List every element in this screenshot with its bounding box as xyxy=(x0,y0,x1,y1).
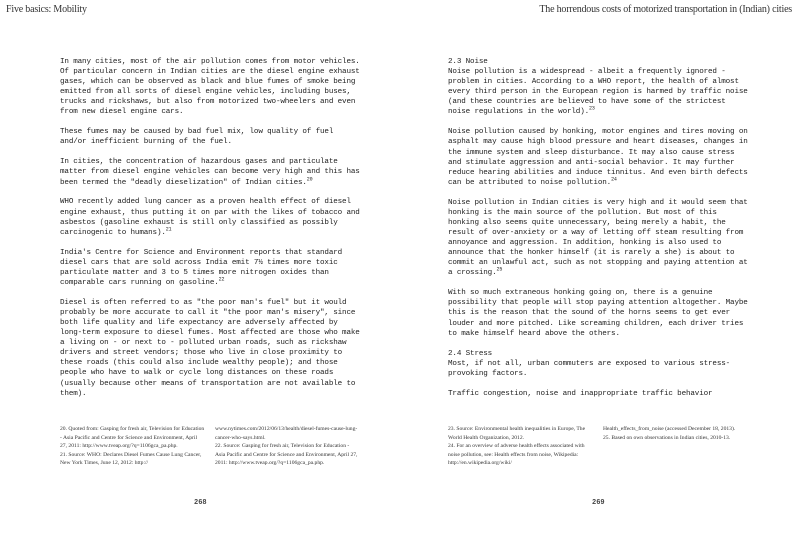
section-heading: 2.3 Noise xyxy=(448,58,488,66)
footnotes-column xyxy=(603,425,748,468)
footnote: 25. Based on own observations in Indian cities, 2010-13. xyxy=(603,434,731,441)
paragraph: Diesel is often referred to as "the poor man's fuel" but it would probably be more accurate to call it "the poor man's misery", since both life quality and life expectancy are adversely affected by long-term exposure to diesel fumes. Most affected are those who make a living on - or next to - polluted urban roads, such as rickshaw drivers and street vendors; those who live in close proximity to these roads (this could also include wealthy people); and those people who have to walk or cycle long distances on these roads (usually because other means of transportation are not available to them). xyxy=(60,298,360,398)
page-number-right: 269 xyxy=(592,499,605,507)
footnote-ref[interactable]: 21 xyxy=(165,226,172,233)
paragraph: With so much extraneous honking going on, there is a genuine possibility that people will stop paying attention altogether. Maybe this is the reason that the sound of the horns seems to get ever louder and more pitched. Like screaming children, each driver tries to make himself heard above the others. xyxy=(448,289,748,338)
footnote-ref[interactable]: 22 xyxy=(218,276,225,283)
paragraph: In cities, the concentration of hazardous gases and particulate matter from diesel engine vehicles can become very high and this has been termed the "deadly dieselization" of Indian cities.$^{20}$ xyxy=(60,158,360,187)
paragraph: Noise pollution caused by honking, motor engines and tires moving on asphalt may cause high blood pressure and heart diseases, changes in the immune system and sleep disturbance. It may also cause stress and stimulate aggression and anti-social behavior. It may further reduce hearing abilities and induce tinnitus. And even birth defects can be attributed to noise pollution.$^{24}$ xyxy=(448,128,748,187)
paragraph: Noise pollution in Indian cities is very high and it would seem that honking is the main source of the pollution. But most of this honking also seems quite unnecessary, being merely a habit, the result of over-anxiety or a way of letting off steam resulting from annoyance and aggression. In addition, honking is also used to announce that the honker himself (it is rarely a she) is about to commit an unlawful act, such as not stopping and paying attention at a crossing.$^{25}$ xyxy=(448,198,748,278)
paragraph: These fumes may be caused by bad fuel mix, low quality of fuel and/or inefficient burning of the fuel. xyxy=(60,128,334,147)
footnote-ref[interactable]: 23 xyxy=(589,105,595,112)
right-page xyxy=(400,0,800,534)
left-body-text xyxy=(60,57,360,409)
page-number-left: 268 xyxy=(194,499,207,507)
paragraph: Noise pollution is a widespread - albeit a frequently ignored - problem in cities. According to a WHO report, the health of almost every third person in the European region is harmed by traffic noise (and these countries are believed to have some of the strictest noise regulations in the world).$^{23}$ xyxy=(448,68,748,117)
footnotes-column xyxy=(448,425,593,468)
paragraph: Most, if not all, urban commuters are exposed to various stress-provoking factors. xyxy=(448,359,731,378)
footnote-ref[interactable]: 20 xyxy=(306,176,313,182)
footnote: www.nytimes.com/2012/06/13/health/diesel-fumes-cause-lung-cancer-who-says.html. xyxy=(215,426,358,441)
footnote: 24. For an overview of adverse health effects associated with noise pollution, see: Health effects from noise, Wikipedia: http://en.wikipedia.org/wiki/ xyxy=(448,443,585,466)
right-footnotes xyxy=(448,425,748,468)
right-body-text xyxy=(448,57,748,409)
section-heading: 2.4 Stress xyxy=(448,349,493,358)
footnote: Health_effects_from_noise (accessed December 18, 2013). xyxy=(603,426,736,432)
paragraph: In many cities, most of the air pollution comes from motor vehicles. Of particular concern in Indian cities are the diesel engine exhaust gases, which can be observed as black and blue fumes of smoke being emitted from all sorts of diesel engine vehicles, including buses, trucks and rickshaws, but also from motorized two-wheelers and even from new diesel engine cars. xyxy=(60,58,360,117)
footnotes-column xyxy=(215,425,360,468)
footnote: 21. Source: WHO: Declares Diesel Fumes Cause Lung Cancer, New York Times, June 12, 2012: http:// xyxy=(60,451,202,466)
paragraph: Traffic congestion, noise and inappropriate traffic behavior xyxy=(448,389,713,398)
running-head-left: Five basics: Mobility xyxy=(6,4,87,15)
footnote: 22. Source: Gasping for fresh air, Television for Education - Asia Pacific and Centre for Science and Environment, April 27, 2011: http://www.tveap.org/?q=1106gca_pa.php. xyxy=(215,443,358,466)
footnote-ref[interactable]: 24 xyxy=(611,176,617,183)
footnote: 23. Source: Environmental health inequalities in Europe, The World Health Organization, 2012. xyxy=(448,426,586,441)
paragraph: WHO recently added lung cancer as a proven health effect of diesel engine exhaust, thus putting it on par with the likes of tobacco and asbestos (gasoline exhaust is still only classified as possibly carcinogenic to humans).$^{21}$ xyxy=(60,198,360,237)
footnote-ref[interactable]: 25 xyxy=(496,266,503,273)
running-head-right: The horrendous costs of motorized transportation in (Indian) cities xyxy=(539,4,792,15)
footnote: 20. Quoted from: Gasping for fresh air, Television for Education - Asia Pacific and Centre for Science and Environment, April 27, 2011: http://www.tveap.org/?q=1106gca_pa.php. xyxy=(60,426,205,449)
left-footnotes xyxy=(60,425,360,468)
paragraph: India's Centre for Science and Environment reports that standard diesel cars that are sold across India emit 7½ times more toxic particulate matter and 3 to 5 times more nitrogen oxides than comparable cars running on gasoline.$^{22}$ xyxy=(60,248,343,287)
footnotes-column xyxy=(60,425,205,468)
